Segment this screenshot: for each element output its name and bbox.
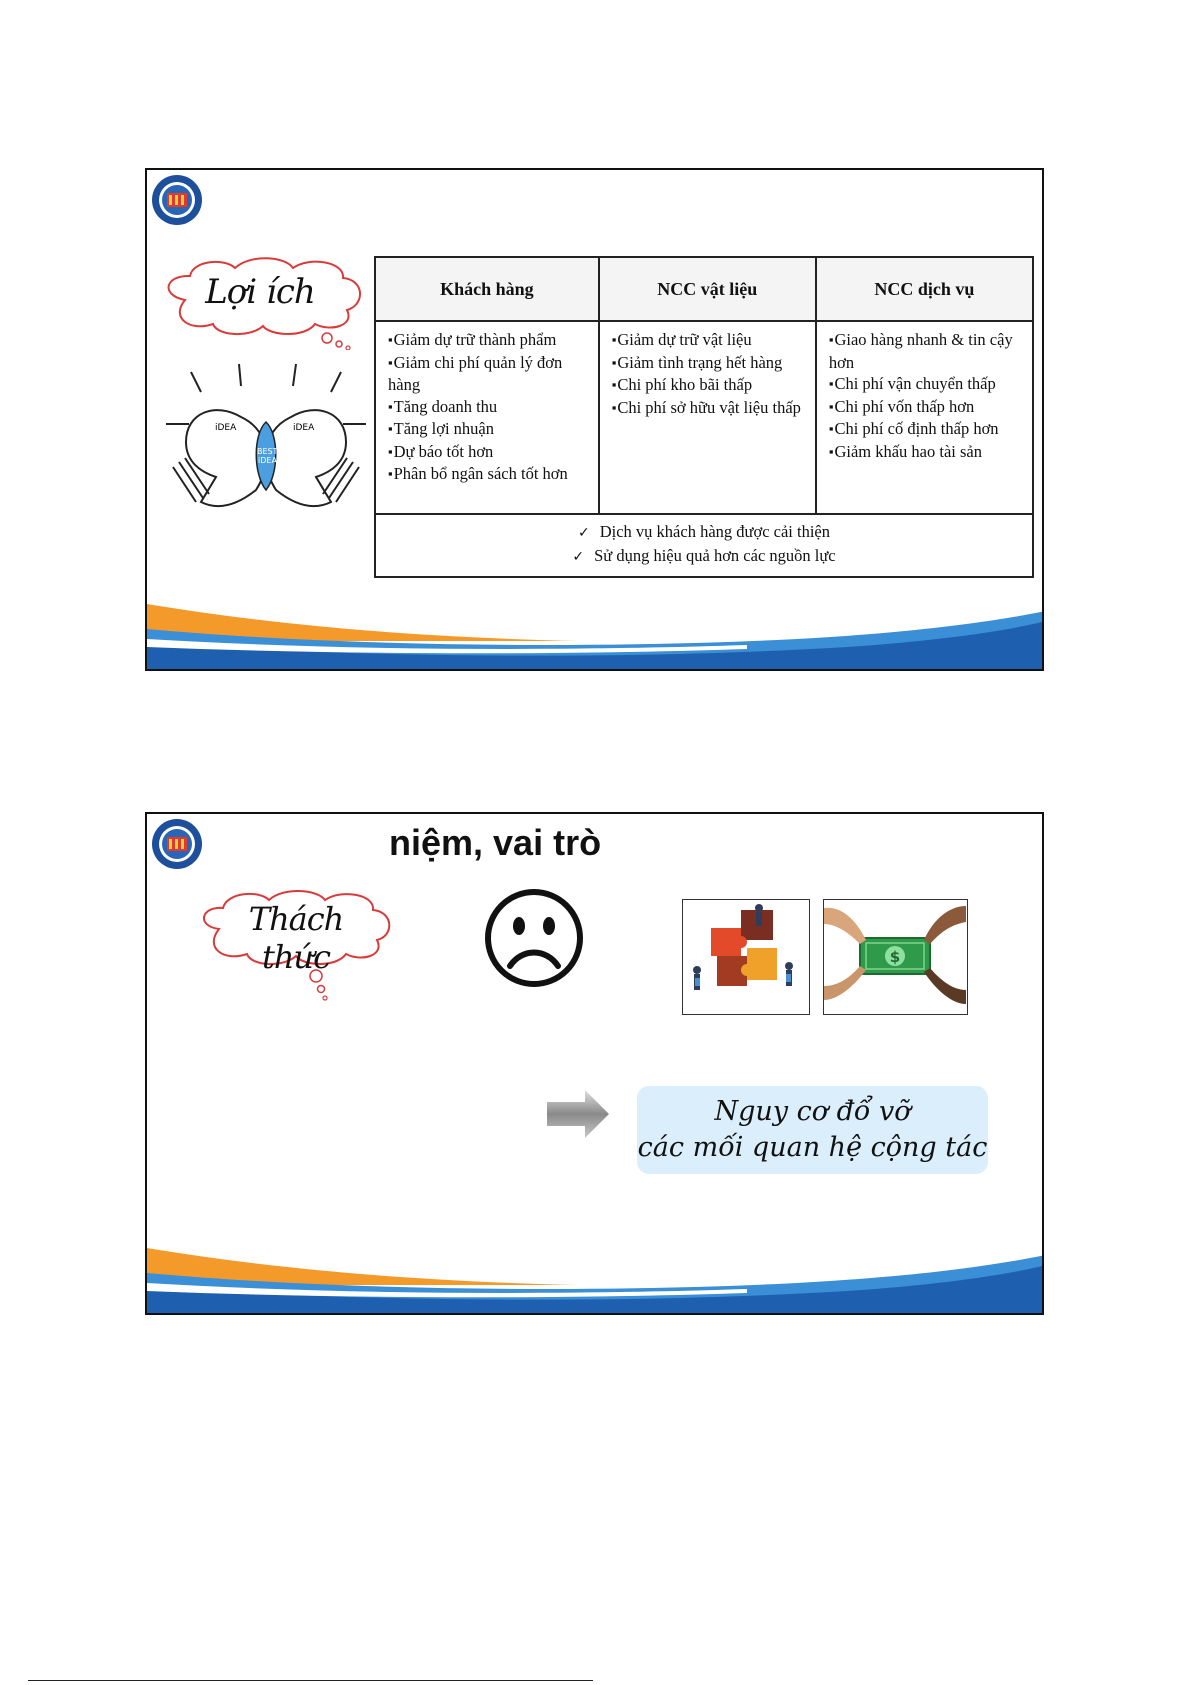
- page-footer-rule: [28, 1680, 593, 1681]
- material-supplier-benefits-cell: [599, 321, 816, 514]
- list-item: ▪ Chi phí kho bãi thấp: [612, 374, 811, 397]
- puzzle-icon: [683, 900, 808, 1013]
- list-item: ▪ Tăng lợi nhuận: [388, 418, 594, 441]
- shared-benefits-cell: [375, 514, 1033, 577]
- university-logo: [150, 173, 204, 227]
- customer-benefits-cell: [375, 321, 599, 514]
- benefits-cloud-label: Lợi ích: [205, 272, 315, 312]
- risk-line-1: Nguy cơ đổ vỡ: [714, 1096, 911, 1127]
- risk-callout: [637, 1086, 988, 1174]
- benefits-table-body-row: [375, 321, 1033, 514]
- list-item: ▪ Chi phí sở hữu vật liệu thấp: [612, 397, 811, 420]
- benefits-table: [374, 256, 1034, 578]
- right-arrow-icon: [547, 1086, 611, 1142]
- risk-line-2: các mối quan hệ cộng tác: [637, 1132, 988, 1163]
- list-item: ▪ Giảm khấu hao tài sản: [829, 441, 1028, 464]
- list-item: ▪ Dự báo tốt hơn: [388, 441, 594, 464]
- puzzle-teamwork-image: [682, 899, 810, 1015]
- list-item: ▪ Tăng doanh thu: [388, 396, 594, 419]
- challenges-thought-cloud: [191, 884, 401, 1004]
- money-hands-image: [823, 899, 968, 1015]
- list-item: ▪ Chi phí cố định thấp hơn: [829, 418, 1028, 441]
- benefits-table-header-row: [375, 257, 1033, 321]
- header-service-supplier: NCC dịch vụ: [816, 257, 1033, 321]
- list-item: ▪ Phân bổ ngân sách tốt hơn: [388, 463, 594, 486]
- bulb-right-label: iDEA: [293, 423, 315, 433]
- bulb-center-bottom-label: iDEA: [258, 456, 277, 465]
- list-item: ▪ Giảm dự trữ thành phẩm: [388, 329, 594, 352]
- list-item: ▪ Giao hàng nhanh & tin cậy hơn: [829, 329, 1028, 373]
- bulb-center-top-label: BEST: [257, 447, 278, 456]
- service-supplier-benefits-cell: [816, 321, 1033, 514]
- header-customer: Khách hàng: [375, 257, 599, 321]
- check-item: ✓ Sử dụng hiệu quả hơn các nguồn lực: [376, 545, 1032, 569]
- bulb-left-label: iDEA: [215, 423, 237, 433]
- header-material-supplier: NCC vật liệu: [599, 257, 816, 321]
- list-item: ▪ Giảm tình trạng hết hàng: [612, 352, 811, 375]
- check-item: ✓ Dịch vụ khách hàng được cải thiện: [376, 521, 1032, 545]
- slide-benefits: [145, 168, 1044, 671]
- slide-challenges: [145, 812, 1044, 1315]
- customer-benefits-list: [388, 329, 594, 486]
- money-icon: [824, 900, 966, 1013]
- university-logo: [150, 817, 204, 871]
- list-item: ▪ Chi phí vận chuyển thấp: [829, 373, 1028, 396]
- challenges-cloud-label: Thách thức: [248, 900, 344, 976]
- idea-bulbs-illustration: [161, 362, 371, 522]
- footer-wave-decoration: [147, 1243, 1044, 1313]
- list-item: ▪ Giảm chi phí quản lý đơn hàng: [388, 352, 594, 396]
- service-supplier-benefits-list: [829, 329, 1028, 463]
- money-symbol: $: [889, 948, 901, 966]
- material-supplier-benefits-list: [612, 329, 811, 419]
- benefits-table-footer-row: [375, 514, 1033, 577]
- benefits-thought-cloud: [155, 250, 370, 350]
- sad-face-icon: [482, 886, 586, 990]
- shared-benefits-list: [376, 521, 1032, 568]
- footer-wave-decoration: [147, 599, 1044, 669]
- list-item: ▪ Chi phí vốn thấp hơn: [829, 396, 1028, 419]
- slide-title: niệm, vai trò: [389, 822, 602, 863]
- list-item: ▪ Giảm dự trữ vật liệu: [612, 329, 811, 352]
